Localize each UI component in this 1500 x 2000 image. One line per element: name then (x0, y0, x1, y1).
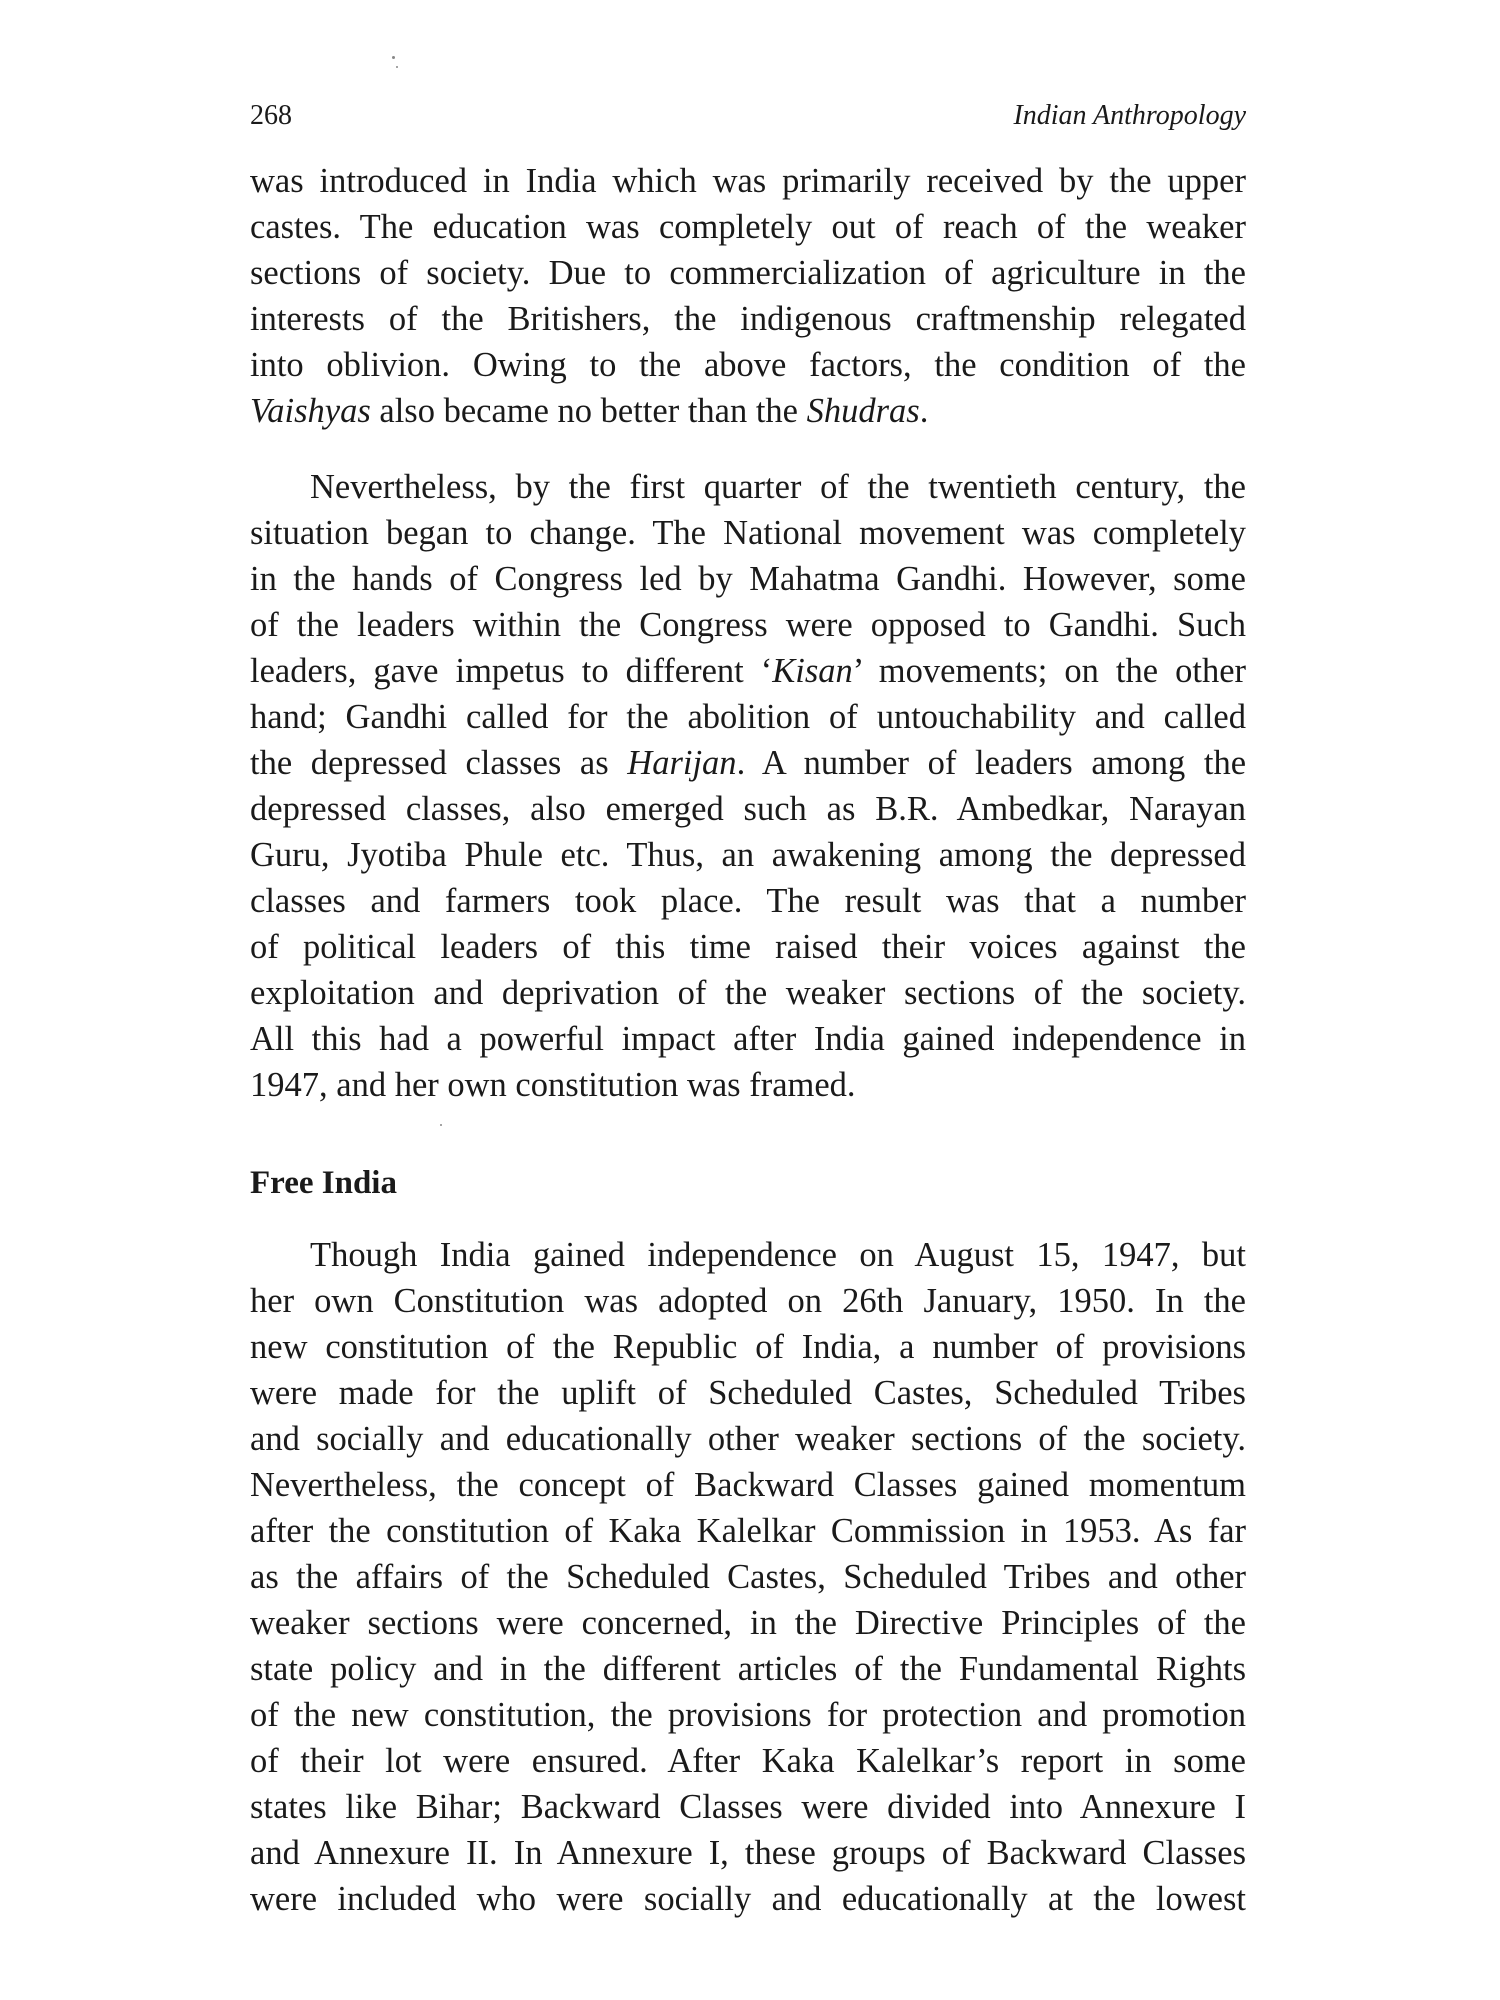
paragraph3-line: states like Bihar; Backward Classes were divided into Annexure I (250, 1788, 1246, 1826)
paragraph2-line (250, 740, 1246, 786)
paragraph1-line: was introduced in India which was primarily received by the upper (250, 162, 1246, 200)
italic-term: Kisan (772, 652, 853, 690)
line-text: leaders, gave impetus to different ‘ (250, 652, 773, 690)
paragraph2-line: of the leaders within the Congress were opposed to Gandhi. Such (250, 606, 1246, 644)
paragraph2-line: Nevertheless, by the first quarter of the twentieth century, the (310, 468, 1246, 506)
line-text: . A number of leaders among the (736, 744, 1247, 782)
paragraph2-line: hand; Gandhi called for the abolition of untouchability and called (250, 698, 1246, 736)
paragraph3-line: her own Constitution was adopted on 26th January, 1950. In the (250, 1282, 1246, 1320)
paragraph2-line: All this had a powerful impact after India gained independence in (250, 1020, 1246, 1058)
line-text: ’ movements; on the other (852, 652, 1246, 690)
paragraph1-line: sections of society. Due to commercialization of agriculture in the (250, 254, 1246, 292)
running-title: Indian Anthropology (1013, 100, 1246, 131)
scan-speck (392, 56, 395, 59)
section-heading: Free India (250, 1165, 397, 1201)
paragraph3-line: weaker sections were concerned, in the Directive Principles of the (250, 1604, 1246, 1642)
line-text: . (919, 392, 929, 430)
paragraph2-line: of political leaders of this time raised their voices against the (250, 928, 1246, 966)
paragraph2-line: exploitation and deprivation of the weaker sections of the society. (250, 974, 1246, 1012)
paragraph2-line (250, 648, 1246, 694)
paragraph2-line: depressed classes, also emerged such as B.R. Ambedkar, Narayan (250, 790, 1246, 828)
paragraph1-line: castes. The education was completely out of reach of the weaker (250, 208, 1246, 246)
paragraph3-line: of their lot were ensured. After Kaka Kalelkar’s report in some (250, 1742, 1246, 1780)
paragraph2-line: 1947, and her own constitution was framed. (250, 1066, 856, 1104)
scan-speck (440, 1124, 442, 1126)
paragraph3-line: after the constitution of Kaka Kalelkar Commission in 1953. As far (250, 1512, 1246, 1550)
paragraph3-line: of the new constitution, the provisions for protection and promotion (250, 1696, 1246, 1734)
line-text: the depressed classes as (250, 744, 628, 782)
page-number: 268 (250, 100, 292, 131)
paragraph2-line: Guru, Jyotiba Phule etc. Thus, an awakening among the depressed (250, 836, 1246, 874)
paragraph3-line: Nevertheless, the concept of Backward Classes gained momentum (250, 1466, 1246, 1504)
paragraph3-line: Though India gained independence on August 15, 1947, but (310, 1236, 1246, 1274)
scan-speck (396, 66, 398, 68)
paragraph2-line: in the hands of Congress led by Mahatma Gandhi. However, some (250, 560, 1246, 598)
paragraph3-line: new constitution of the Republic of India, a number of provisions (250, 1328, 1246, 1366)
paragraph3-line: as the affairs of the Scheduled Castes, Scheduled Tribes and other (250, 1558, 1246, 1596)
paragraph1-line: interests of the Britishers, the indigenous craftmenship relegated (250, 300, 1246, 338)
paragraph1-line: into oblivion. Owing to the above factors, the condition of the (250, 346, 1246, 384)
italic-term: Harijan (627, 744, 737, 782)
paragraph1-last-line (250, 388, 1246, 434)
paragraph3-line: state policy and in the different articles of the Fundamental Rights (250, 1650, 1246, 1688)
paragraph3-line: were made for the uplift of Scheduled Castes, Scheduled Tribes (250, 1374, 1246, 1412)
line-text: also became no better than the (370, 392, 807, 430)
paragraph2-line: situation began to change. The National movement was completely (250, 514, 1246, 552)
page-header (250, 100, 1246, 140)
paragraph3-line: and Annexure II. In Annexure I, these groups of Backward Classes (250, 1834, 1246, 1872)
italic-term: Vaishyas (250, 392, 371, 430)
paragraph2-line: classes and farmers took place. The result was that a number (250, 882, 1246, 920)
italic-term: Shudras (806, 392, 920, 430)
paragraph3-line: and socially and educationally other weaker sections of the society. (250, 1420, 1246, 1458)
paragraph3-line: were included who were socially and educationally at the lowest (250, 1880, 1246, 1918)
